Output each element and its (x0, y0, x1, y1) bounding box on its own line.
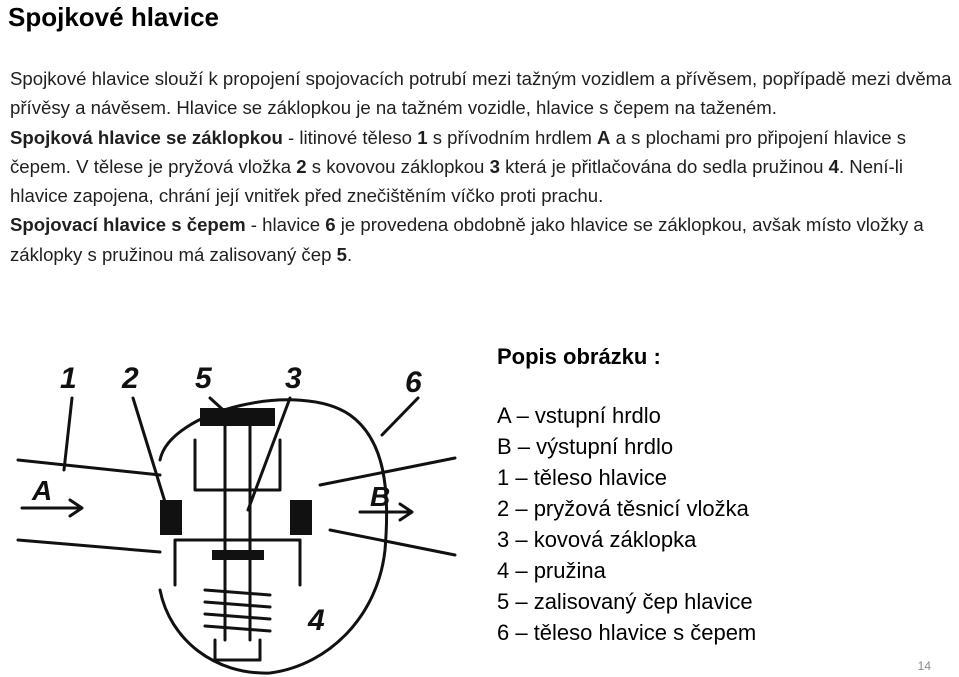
caption-item: 2 – pryžová těsnicí vložka (497, 496, 749, 521)
ref-number: 4 (828, 155, 839, 177)
caption-item: 6 – těleso hlavice s čepem (497, 620, 757, 645)
leader-line-2 (133, 398, 165, 502)
caption-item: B – výstupní hrdlo (497, 434, 674, 459)
label-6: 6 (405, 366, 422, 399)
text-fragment: s přívodním hrdlem (427, 126, 597, 148)
text-fragment: - litinové těleso (282, 126, 418, 148)
ref-number: 6 (325, 214, 336, 236)
caption-item: 4 – pružina (497, 558, 606, 583)
ref-number: 1 (417, 126, 428, 148)
seal-left (160, 500, 182, 535)
caption-item: 3 – kovová záklopka (497, 527, 697, 552)
text-fragment: - hlavice (245, 214, 326, 236)
seal-right (290, 500, 312, 535)
valve-plate (212, 550, 264, 560)
text-fragment: je provedena obdobně jako hlavice se záklopkou, avšak místo vložky a záklopky s pružinou má zalisovaný čep (10, 214, 924, 265)
caption-item: 5 – zalisovaný čep hlavice (497, 589, 753, 614)
text-fragment: a s plochami pro připojení hlavice s čepem. V tělese je pryžová vložka (10, 126, 907, 177)
bottom-cap (215, 640, 260, 660)
spring (205, 590, 270, 631)
label-5: 5 (195, 362, 212, 395)
central-stem (225, 425, 250, 640)
ref-letter: A (597, 126, 611, 148)
caption-item: A – vstupní hrdlo (497, 403, 661, 428)
label-3: 3 (285, 362, 302, 395)
text-fragment: . (346, 243, 353, 265)
text-fragment: s kovovou záklopkou (306, 155, 490, 177)
label-1: 1 (60, 362, 77, 395)
ref-number: 2 (296, 155, 307, 177)
coupling-head-diagram (0, 340, 470, 677)
label-b: B (370, 481, 391, 512)
ref-number: 3 (489, 155, 500, 177)
figure-caption (497, 344, 756, 648)
inner-partition (175, 540, 300, 585)
page-title: Spojkové hlavice (8, 2, 219, 32)
text-fragment: . Není-li hlavice zapojena, chrání její vnitřek před znečištěním víčko proti prachu. (10, 155, 904, 207)
inlet-pipe (18, 460, 160, 552)
leader-line-6 (382, 398, 418, 435)
intro-paragraph: Spojkové hlavice slouží k propojení spojovacích potrubí mezi tažným vozidlem a přívěsem, popřípadě mezi dvěma přívěsy a návěsem. Hlavice se záklopkou je na tažném vozidle, hlavice s čepem na taženém. (10, 68, 952, 119)
pin-top-block (200, 408, 275, 426)
label-a: A (32, 475, 53, 506)
ref-number: 5 (336, 243, 347, 265)
label-2: 2 (122, 362, 139, 395)
label-4: 4 (308, 604, 325, 637)
term-pin-head: Spojovací hlavice s čepem (10, 214, 246, 236)
page-number: 14 (917, 659, 931, 673)
caption-title: Popis obrázku : (497, 344, 661, 369)
caption-item: 1 – těleso hlavice (497, 465, 667, 490)
leader-line-1 (64, 398, 72, 470)
text-fragment: která je přitlačována do sedla pružinou (499, 155, 829, 177)
body-text (10, 64, 955, 269)
term-valve-head: Spojková hlavice se záklopkou (10, 126, 283, 148)
stem-upper-body (195, 440, 280, 490)
